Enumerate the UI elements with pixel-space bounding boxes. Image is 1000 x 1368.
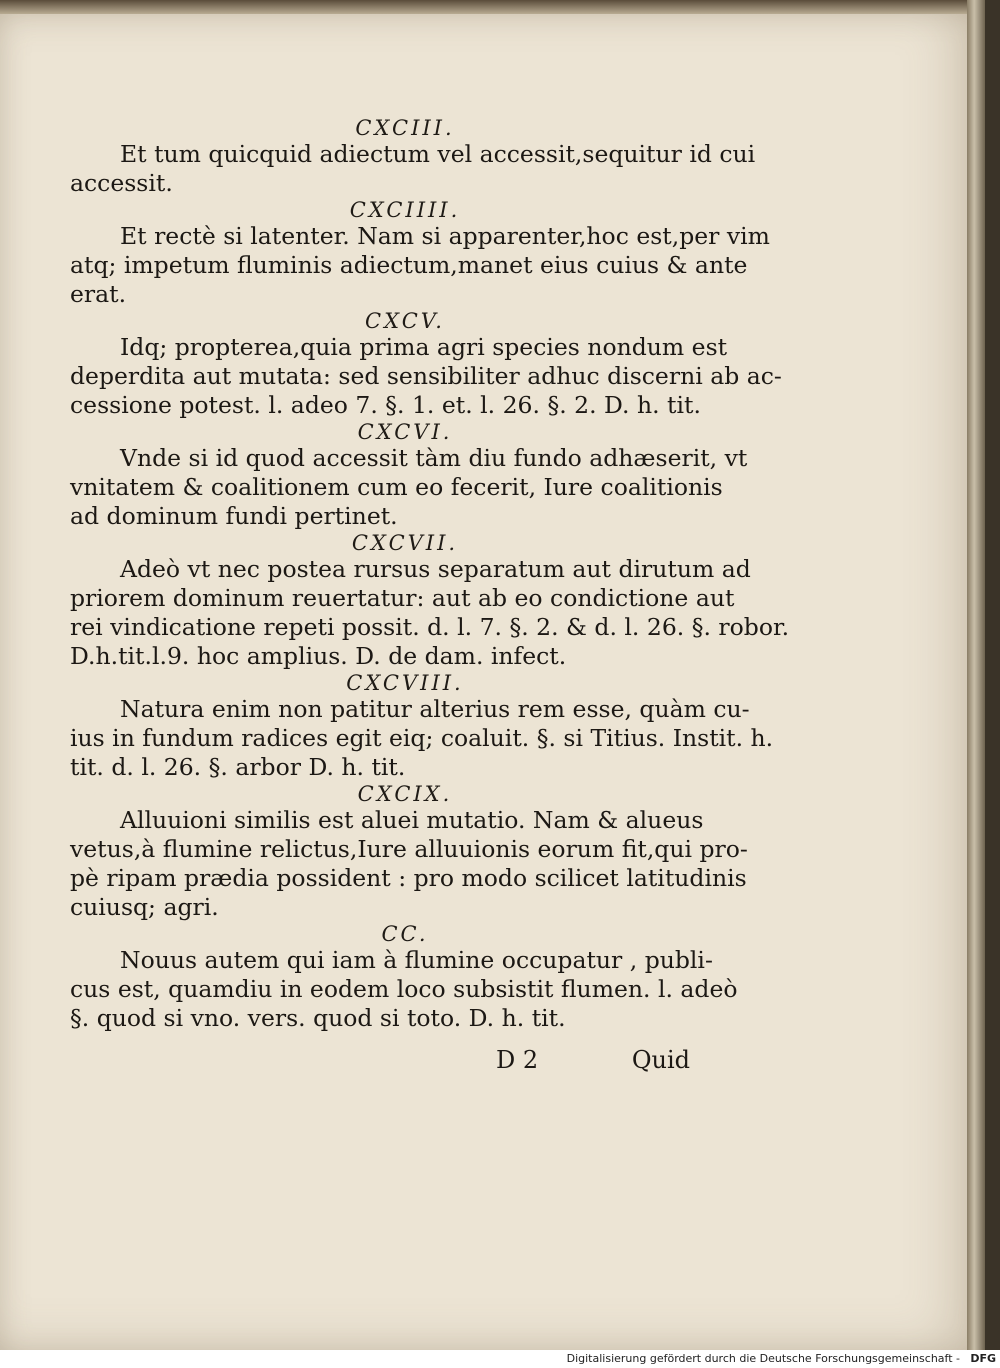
text-line: priorem dominum reuertatur: aut ab eo condictione aut	[70, 584, 735, 612]
dfg-logo: DFG	[970, 1352, 996, 1365]
text-line: D.h.tit.l.9. hoc amplius. D. de dam. infect.	[70, 642, 567, 670]
catchword: Quid	[631, 1046, 690, 1074]
page-top-edge	[0, 0, 985, 14]
text-line: erat.	[70, 280, 127, 308]
text-line: cuiusq; agri.	[70, 893, 219, 921]
text-line: pè ripam prædia possident : pro modo scilicet latitudinis	[70, 864, 747, 892]
text-line: rei vindicatione repeti possit. d. l. 7. §. 2. & d. l. 26. §. robor.	[70, 613, 790, 641]
text-line: tit. d. l. 26. §. arbor D. h. tit.	[70, 753, 406, 781]
text-line: ad dominum fundi pertinet.	[70, 502, 398, 530]
text-line: cessione potest. l. adeo 7. §. 1. et. l. 26. §. 2. D. h. tit.	[70, 391, 701, 419]
text-line: ius in fundum radices egit eiq; coaluit. §. si Titius. Instit. h.	[70, 724, 774, 752]
text-line: deperdita aut mutata: sed sensibiliter adhuc discerni ab ac-	[70, 362, 782, 390]
section-paragraph	[70, 555, 790, 671]
section-paragraph	[70, 333, 782, 420]
text-line: Alluuioni similis est aluei mutatio. Nam & alueus	[120, 806, 704, 834]
section-paragraph	[70, 140, 756, 198]
text-line: §. quod si vno. vers. quod si toto. D. h. tit.	[70, 1004, 566, 1032]
banner-text: Digitalisierung gefördert durch die Deutsche Forschungsgemeinschaft -	[566, 1352, 960, 1365]
section-heading: CXCIX.	[357, 782, 453, 806]
text-line: vetus,à flumine relictus,Iure alluuionis eorum fit,qui pro-	[70, 835, 748, 863]
page-fore-edge	[967, 0, 985, 1350]
text-line: Vnde si id quod accessit tàm diu fundo adhæserit, vt	[120, 444, 748, 472]
section-heading: CXCVI.	[357, 420, 453, 444]
text-line: accessit.	[70, 169, 173, 197]
text-line: atq; impetum fluminis adiectum,manet eius cuius & ante	[70, 251, 748, 279]
section-paragraph	[70, 222, 770, 309]
section-heading: CC.	[381, 922, 429, 946]
funding-banner	[0, 1350, 1000, 1368]
text-line: cus est, quamdiu in eodem loco subsistit flumen. l. adeò	[70, 975, 738, 1003]
text-line: Et rectè si latenter. Nam si apparenter,hoc est,per vim	[120, 222, 770, 250]
section-heading: CXCIIII.	[349, 198, 461, 222]
section-heading: CXCIII.	[355, 116, 455, 140]
section-paragraph	[70, 695, 774, 782]
text-line: Adeò vt nec postea rursus separatum aut dirutum ad	[120, 555, 751, 583]
text-line: vnitatem & coalitionem cum eo fecerit, Iure coalitionis	[70, 473, 723, 501]
signature-mark: D 2	[496, 1046, 539, 1074]
section-heading: CXCVIII.	[346, 671, 464, 695]
section-paragraph	[70, 946, 738, 1033]
section-heading: CXCV.	[365, 309, 445, 333]
section-heading: CXCVII.	[351, 531, 459, 555]
text-line: Natura enim non patitur alterius rem esse, quàm cu-	[120, 695, 750, 723]
text-line: Et tum quicquid adiectum vel accessit,sequitur id cui	[120, 140, 756, 168]
section-paragraph	[70, 444, 748, 531]
text-line: Idq; propterea,quia prima agri species nondum est	[120, 333, 728, 361]
text-block	[70, 116, 790, 1033]
text-line: Nouus autem qui iam à flumine occupatur , publi-	[120, 946, 713, 974]
section-paragraph	[70, 806, 748, 922]
page-footer	[490, 1046, 690, 1076]
